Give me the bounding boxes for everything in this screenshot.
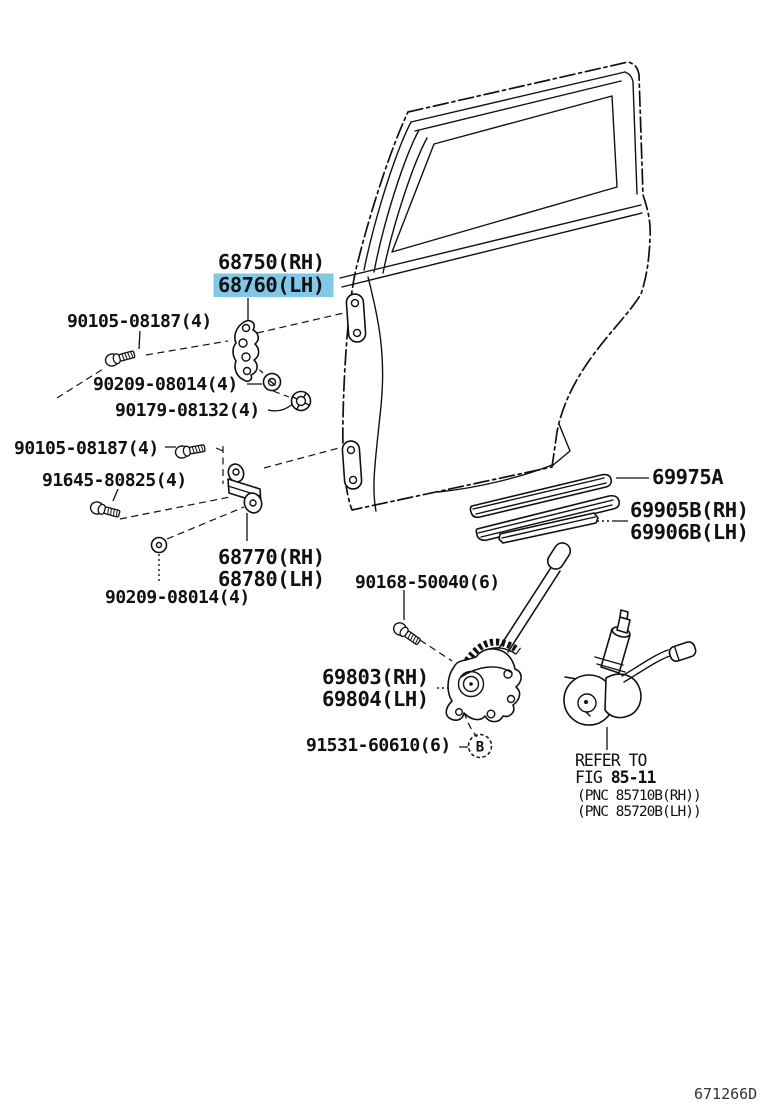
label-weatherstrip-rh[interactable]: 69905B(RH) <box>630 498 749 522</box>
door-rear-fold <box>552 424 570 466</box>
bolt-90105-upper <box>104 348 136 367</box>
label-bolt-hinge-lower[interactable]: 91645-80825(4) <box>42 470 187 491</box>
label-regulator-rh[interactable]: 69803(RH) <box>322 665 429 689</box>
label-motor-screw[interactable]: 91531-60610(6) <box>306 735 451 756</box>
label-bolt-top[interactable]: 90105-08187(4) <box>67 311 212 332</box>
callout-b-label: B <box>475 739 485 756</box>
belt-line <box>340 205 642 287</box>
label-screw-upper[interactable]: 90179-08132(4) <box>115 400 260 421</box>
bolt-90105-lower <box>175 442 206 459</box>
refer-line-2 <box>575 768 656 787</box>
label-belt-moulding[interactable]: 69975A <box>652 465 724 489</box>
motor-connector <box>668 640 697 662</box>
label-weatherstrip-lh[interactable]: 69906B(LH) <box>630 520 749 544</box>
bolt-90168 <box>391 620 422 647</box>
label-hinge-lower-lh[interactable]: 68780(LH) <box>218 567 325 591</box>
door-shell-outline <box>340 62 650 511</box>
label-regulator-bolt[interactable]: 90168-50040(6) <box>355 572 500 593</box>
window-frame-lines <box>364 72 637 273</box>
label-regulator-lh[interactable]: 69804(LH) <box>322 687 429 711</box>
hinge-pad-lower <box>342 440 362 489</box>
screw-90179 <box>292 392 311 411</box>
label-nut-lower[interactable]: 90209-08014(4) <box>105 587 250 608</box>
nut-90209-upper <box>264 374 281 391</box>
refer-fig-prefix: FIG <box>575 768 611 787</box>
window-regulator-part <box>446 540 573 722</box>
motor-gear-housing <box>605 674 641 717</box>
refer-fig-number: 85-11 <box>610 768 656 787</box>
figure-code: 671266D <box>694 1085 758 1103</box>
refer-note <box>575 751 701 820</box>
bolt-91645 <box>89 501 121 520</box>
refer-pnc-lh: (PNC 85720B(LH)) <box>577 804 701 820</box>
door-front-inner-edge <box>368 277 383 511</box>
refer-line-1: REFER TO <box>575 751 647 770</box>
label-hinge-upper-rh[interactable]: 68750(RH) <box>218 250 325 274</box>
lower-hinge-part <box>226 462 264 515</box>
upper-hinge-part <box>233 321 259 381</box>
power-window-motor-part <box>564 610 697 725</box>
grommet-90209-lower <box>152 538 167 553</box>
hinge-pad-upper <box>346 293 366 342</box>
label-hinge-upper-lh[interactable]: 68760(LH) <box>218 273 325 297</box>
label-nut-upper[interactable]: 90209-08014(4) <box>93 374 238 395</box>
label-bolt-lower[interactable]: 90105-08187(4) <box>14 438 159 459</box>
label-hinge-lower-rh[interactable]: 68770(RH) <box>218 545 325 569</box>
door-glass <box>392 96 617 252</box>
refer-pnc-rh: (PNC 85710B(RH)) <box>577 788 701 804</box>
